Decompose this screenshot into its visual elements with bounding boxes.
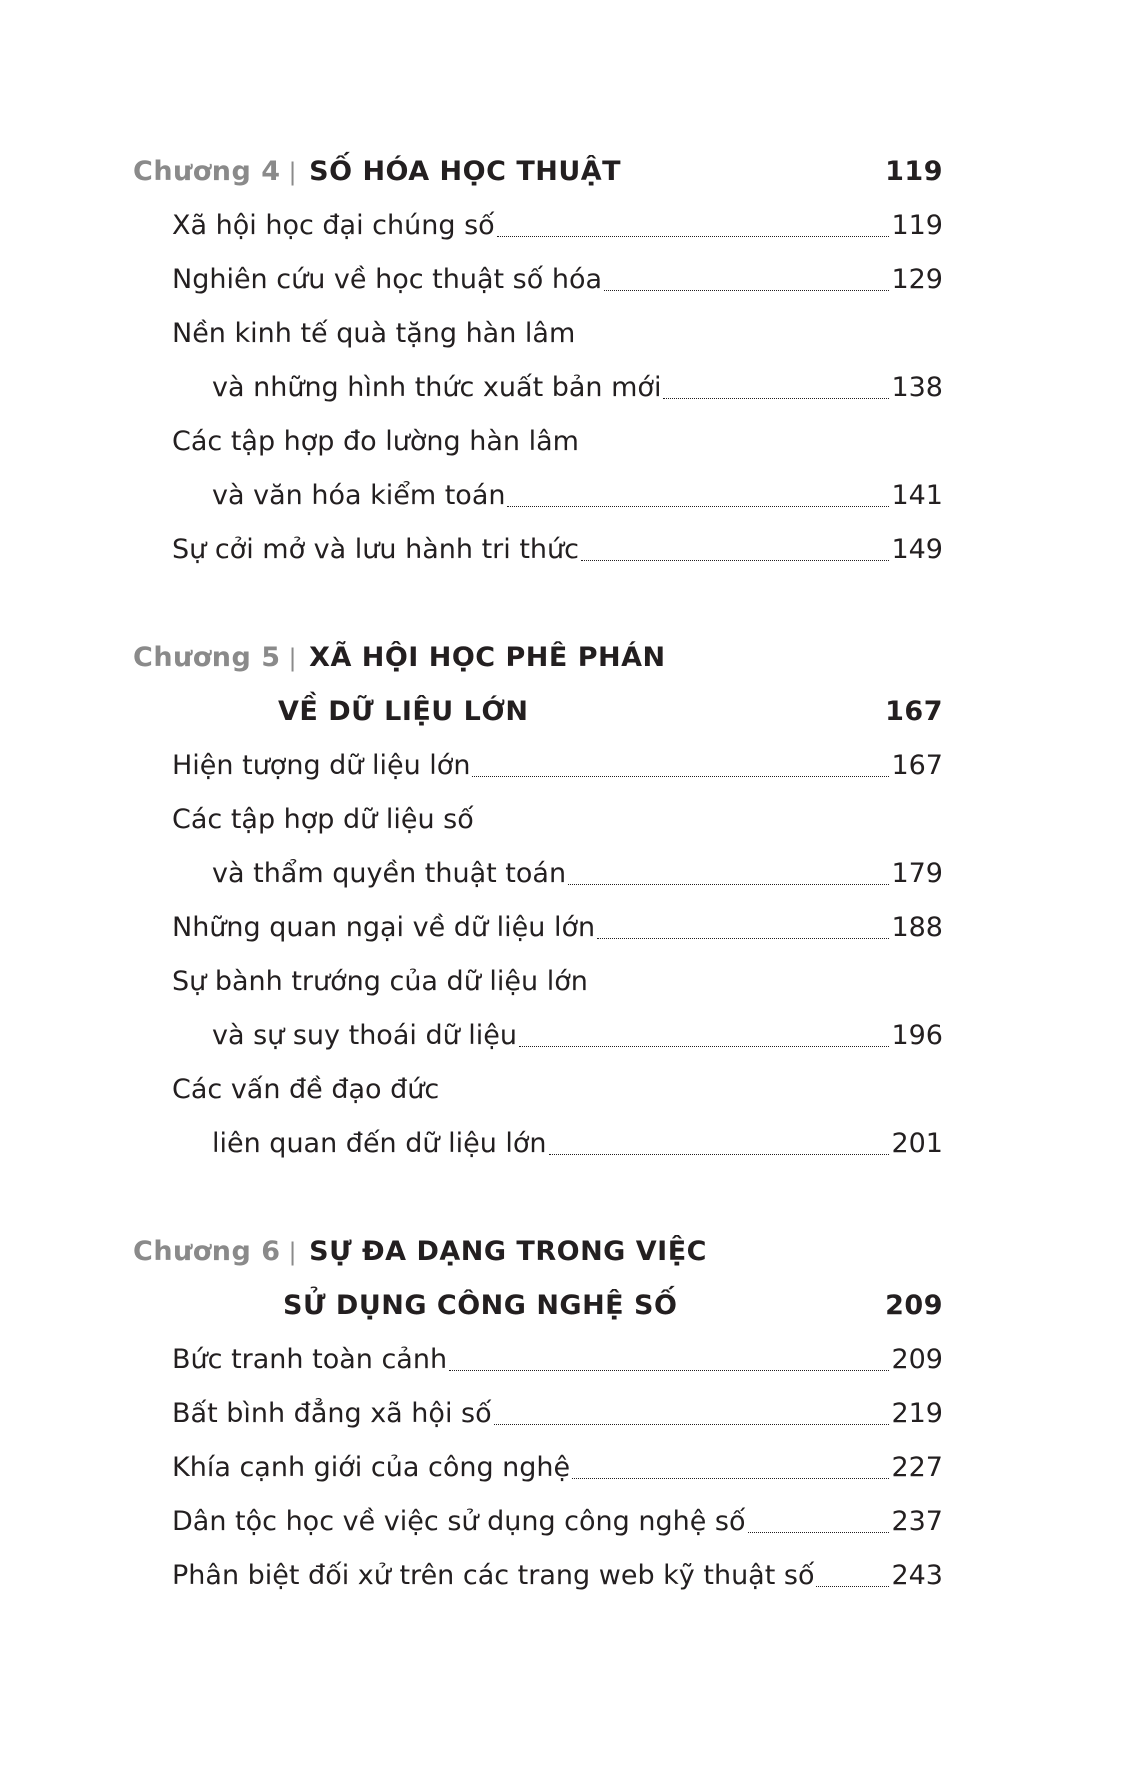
entry-page: 237 (891, 1506, 943, 1537)
chapter-label: Chương 6 (133, 1236, 281, 1267)
entry-page: 188 (891, 912, 943, 943)
entry-page: 201 (891, 1128, 943, 1159)
entry-page: 141 (891, 480, 943, 511)
chapter-page-number: 209 (885, 1290, 943, 1321)
toc-entry[interactable] (172, 1398, 943, 1452)
dot-leader (494, 1424, 890, 1425)
chapter-heading-line2 (133, 696, 943, 750)
toc-entry-line1[interactable] (172, 804, 943, 858)
dot-leader (663, 398, 889, 399)
dot-leader (449, 1370, 889, 1371)
toc-entry-line2[interactable] (212, 1020, 943, 1074)
dot-leader (549, 1154, 890, 1155)
entry-title: Khía cạnh giới của công nghệ (172, 1452, 571, 1483)
toc-entry[interactable] (172, 1344, 943, 1398)
entry-page: 227 (891, 1452, 943, 1483)
toc-entry[interactable] (172, 1506, 943, 1560)
dot-leader (472, 776, 889, 777)
toc-entry-line2[interactable] (212, 858, 943, 912)
chapter-4 (133, 156, 943, 588)
chapter-heading-line2 (133, 1290, 943, 1344)
toc-entry-line1[interactable] (172, 1074, 943, 1128)
dot-leader (748, 1532, 890, 1533)
dot-leader (507, 506, 889, 507)
entry-title-continued: và những hình thức xuất bản mới (212, 372, 662, 403)
entry-title: Bức tranh toàn cảnh (172, 1344, 448, 1375)
chapter-label: Chương 5 (133, 642, 281, 673)
dot-leader (816, 1586, 889, 1587)
chapter-label: Chương 4 (133, 156, 281, 187)
toc-entry-line1[interactable] (172, 966, 943, 1020)
entry-title-continued: và thẩm quyền thuật toán (212, 858, 567, 889)
entry-title: Nghiên cứu về học thuật số hóa (172, 264, 603, 295)
entry-page: 167 (891, 750, 943, 781)
entry-title: Các tập hợp dữ liệu số (172, 804, 474, 835)
entry-page: 149 (891, 534, 943, 565)
entry-page: 196 (891, 1020, 943, 1051)
entry-title-continued: và văn hóa kiểm toán (212, 480, 506, 511)
toc-entry-line2[interactable] (212, 480, 943, 534)
chapter-title: XÃ HỘI HỌC PHÊ PHÁN (309, 642, 666, 673)
chapter-page-number: 167 (885, 696, 943, 727)
toc-entry-line1[interactable] (172, 426, 943, 480)
toc-entry-line2[interactable] (212, 1128, 943, 1182)
chapter-heading (133, 156, 943, 210)
entry-page: 129 (891, 264, 943, 295)
toc-entry[interactable] (172, 264, 943, 318)
entry-title: Hiện tượng dữ liệu lớn (172, 750, 471, 781)
toc-entry[interactable] (172, 750, 943, 804)
dot-leader (519, 1046, 889, 1047)
entry-title: Xã hội học đại chúng số (172, 210, 495, 241)
entry-page: 209 (891, 1344, 943, 1375)
chapter-6 (133, 1236, 943, 1614)
dot-leader (497, 236, 890, 237)
entry-page: 243 (891, 1560, 943, 1591)
chapter-heading (133, 642, 943, 696)
chapter-separator: | (288, 1238, 298, 1266)
dot-leader (604, 290, 889, 291)
chapter-heading (133, 1236, 943, 1290)
toc-entry-line1[interactable] (172, 318, 943, 372)
entry-title: Các vấn đề đạo đức (172, 1074, 440, 1105)
chapter-5 (133, 642, 943, 1182)
dot-leader (572, 1478, 889, 1479)
entry-title: Sự bành trướng của dữ liệu lớn (172, 966, 588, 997)
entry-page: 138 (891, 372, 943, 403)
chapter-title-continued: VỀ DỮ LIỆU LỚN (278, 696, 529, 727)
dot-leader (581, 560, 889, 561)
entry-title: Bất bình đẳng xã hội số (172, 1398, 492, 1429)
entry-title-continued: và sự suy thoái dữ liệu (212, 1020, 518, 1051)
dot-leader (597, 938, 889, 939)
entry-title-continued: liên quan đến dữ liệu lớn (212, 1128, 547, 1159)
entry-title: Sự cởi mở và lưu hành tri thức (172, 534, 579, 565)
toc-entry[interactable] (172, 912, 943, 966)
chapter-separator: | (288, 644, 298, 672)
chapter-title: SỐ HÓA HỌC THUẬT (309, 156, 622, 187)
entry-page: 119 (891, 210, 943, 241)
chapter-title: SỰ ĐA DẠNG TRONG VIỆC (309, 1236, 707, 1267)
toc-entry[interactable] (172, 534, 943, 588)
toc-entry[interactable] (172, 1452, 943, 1506)
entry-title: Phân biệt đối xử trên các trang web kỹ thuật số (172, 1560, 815, 1591)
toc-entry[interactable] (172, 210, 943, 264)
entry-title: Những quan ngại về dữ liệu lớn (172, 912, 596, 943)
entry-page: 179 (891, 858, 943, 889)
dot-leader (568, 884, 889, 885)
entry-page: 219 (891, 1398, 943, 1429)
toc-entry[interactable] (172, 1560, 943, 1614)
chapter-separator: | (288, 158, 298, 186)
toc-entry-line2[interactable] (212, 372, 943, 426)
entry-title: Dân tộc học về việc sử dụng công nghệ số (172, 1506, 746, 1537)
entry-title: Nền kinh tế quà tặng hàn lâm (172, 318, 576, 349)
chapter-page-number: 119 (885, 156, 943, 187)
entry-title: Các tập hợp đo lường hàn lâm (172, 426, 579, 457)
chapter-title-continued: SỬ DỤNG CÔNG NGHỆ SỐ (283, 1290, 678, 1321)
